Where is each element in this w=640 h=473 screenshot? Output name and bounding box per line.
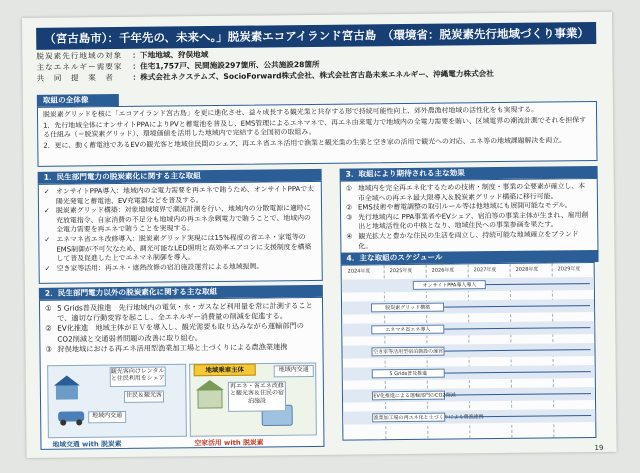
overall-paragraph: 2．更に、動く蓄電池であるEVの観光客と地域住民間のシェア、再エネ省エネ活用で漁業と観光業の生業と空き家の活用で観光への対応、エネ等の地域課題解決を両立。 bbox=[43, 136, 567, 150]
year-label: 2029年度 bbox=[557, 266, 581, 273]
check-icon: ✓ bbox=[43, 187, 50, 196]
illustration-panel bbox=[48, 359, 319, 448]
check-icon: ✓ bbox=[43, 206, 50, 215]
list-item-text: オンサイトPPA導入：地域内の全電力需要を再エネで賄うため、オンサイトPPAで太陽光発電と蓄電池、EV充電器などを普及する。 bbox=[55, 184, 315, 206]
list-item-text: EV化推進 地域主体がＥＶを導入し、観光需要も取り込みながら運輸部門のCO2削減と交通弱者問題の改善に取り組む。 bbox=[57, 321, 304, 344]
list-item bbox=[45, 301, 317, 324]
year-label: 2024年度 bbox=[347, 268, 371, 275]
house-icon bbox=[56, 385, 78, 399]
meta-label: 脱炭素先行地域の対象 bbox=[36, 50, 123, 61]
schedule-task: 5 Grids普及推進 bbox=[372, 369, 445, 379]
meta-value: ：住宅1,757戸、民間施設297箇所、公共施設28箇所 bbox=[132, 59, 320, 71]
meta-label: 主なエネルギー需要家 bbox=[36, 61, 123, 72]
schedule-task: EV化推進による運輸部門のCO2削減 bbox=[373, 392, 456, 400]
year-label: 2025年度 bbox=[389, 267, 413, 275]
schedule-task: オンサイトPPA導入導入 bbox=[413, 280, 486, 290]
list-item bbox=[45, 262, 317, 274]
section1-box bbox=[38, 181, 323, 284]
meta-info bbox=[36, 46, 596, 84]
caption-left: 地域交通 with 脱炭素 bbox=[52, 439, 122, 449]
document-page bbox=[22, 12, 617, 458]
meta-label: 共 同 提 案 者 bbox=[36, 72, 115, 83]
section1-heading: 1．民生部門電力の脱炭素化に関する主な取組 bbox=[38, 169, 322, 184]
section2-heading: 2．民生部門電力以外の脱炭素化に関する主な取組 bbox=[39, 285, 323, 300]
check-icon: ✓ bbox=[44, 264, 51, 273]
overall-paragraph: 脱炭素グリッドを核に「エコアイランド宮古島」を更に進化させ、益々成長する観光業と共存する形で持続可能性向上、郊外農漁村地域の活性化をも実現する。 bbox=[42, 105, 539, 119]
list-item bbox=[45, 342, 317, 355]
list-number: ③ bbox=[346, 213, 353, 222]
sharing-label: 地域乗車主体 bbox=[194, 364, 256, 377]
list-number: ① bbox=[44, 303, 52, 313]
section4-heading: 4．主な取組のスケジュール bbox=[340, 250, 598, 265]
list-item bbox=[346, 211, 592, 233]
overall-box bbox=[37, 101, 598, 167]
list-item-text: 観光拡大と豊かな住民の生活を両立し、持続可能な地域確立をブランド化。 bbox=[358, 230, 579, 251]
list-item-text: EMS技術や蓄電調整の取引ルール等は他地域にも展開可能なモデル。 bbox=[357, 201, 572, 212]
list-number: ② bbox=[345, 203, 353, 212]
meta-value: ：下地地域、狩俣地域 bbox=[132, 50, 209, 60]
schedule-task: エネマネ省エネ導入 bbox=[372, 325, 445, 335]
list-item-text: 空き家等活用：再エネ・遮熱改修の宿泊施設運営による地域振興。 bbox=[56, 262, 264, 273]
list-number: ② bbox=[45, 324, 52, 334]
page-title: （宮古島市）：千年先の、未来へ。」脱炭素エコアイランド宮古島 （環境省：脱炭素先行地域づくり事業） bbox=[36, 22, 596, 50]
overall-heading: 取組の全体像 bbox=[37, 94, 119, 107]
list-item bbox=[44, 204, 316, 236]
list-item-text: エネマネ省エネ改修導入：脱炭素グリッド実現には15%程度の省エネ・家電等のEMS制御が不可欠なため、調光可能なLED照明と高効率エアコンに支援制度を構築して普及促進した上でエネマネ制御を導入。 bbox=[56, 233, 312, 263]
list-item-text: 5 Grids普及推進 先行地域内の電気・水・ガスなど利用量を常に計測することで、適切な行動変容を起こし、全エネルギー消費量の削減を促進する。 bbox=[56, 300, 313, 323]
car-sharing-box: 観光客向けレンタルと住民利用をシェア bbox=[110, 367, 166, 388]
list-item-text: 脱炭素グリッド構築：対象地域境界で潮流計測を行い、地域内の分散電源に適時に充放電指令、自家消費の不足分も地域内の再エネ余剰電力で賄うことで、地域内の全電力需要を再エネで賄うことを実現する。 bbox=[55, 204, 311, 235]
vacant-house-icon bbox=[198, 390, 222, 408]
list-item-text: 先行地域内に PPA事業者やEVシェア、宿泊等の事業主体が生まれ、雇用創出と地域活性化の中核となり、地域住民への事業参画を果たす。 bbox=[358, 210, 589, 231]
overall-paragraph: 1．先行地域全体にオンサイトPPAによりPVと蓄電池を普及し、EMS管理によるエネマネで、再エネ由来電力で地域内の全電力需要を賄い、区域電界の潮流計測でそれを担保する仕組み（＝脱炭素グリッド）、環境価値を活用した地域内で完結する全国初の取組み。 bbox=[43, 115, 587, 139]
list-item bbox=[346, 230, 592, 252]
section3-heading: 3．取組により期待される主な効果 bbox=[340, 166, 598, 181]
section3-box bbox=[340, 178, 599, 255]
village-box: 再エネ・省エネ改修と観光客＆住民の宿泊施設 bbox=[228, 381, 286, 412]
page-number: 19 bbox=[594, 443, 604, 453]
fusion-box: 地域内交通 bbox=[274, 365, 314, 377]
list-item-text: 狩俣地域における再エネ活用型漁業加工場と土づくりによる農漁業連携 bbox=[57, 342, 288, 354]
schedule-task: 脱炭素グリッド構築 bbox=[371, 303, 444, 313]
schedule-task: 空き家等活用型宿泊施設の運営 bbox=[372, 347, 445, 357]
schedule-task: 漁業加工場の再エネ化と土づくりによる農漁連携 bbox=[373, 414, 484, 422]
list-number: ③ bbox=[45, 344, 52, 354]
caption-right: 空家活用 with 脱炭素 bbox=[194, 438, 264, 448]
year-label: 2027年度 bbox=[473, 267, 497, 274]
list-item bbox=[44, 233, 316, 265]
list-number: ① bbox=[345, 184, 353, 193]
list-item bbox=[45, 321, 317, 344]
local-traffic-box: 地域内交通 bbox=[88, 411, 126, 423]
year-label: 2026年度 bbox=[431, 267, 455, 274]
list-number: ④ bbox=[346, 232, 353, 241]
schedule-chart bbox=[341, 262, 597, 441]
list-item-text: 地域内を完全再エネ化するための技術・制度・事業の全要素が確立し、本市全域への再エネ最大限導入＆脱炭素グリッド構築に移行可能。 bbox=[357, 182, 586, 203]
house-box: 住民＆観光客 bbox=[124, 391, 164, 403]
year-label: 2028年度 bbox=[515, 266, 539, 273]
check-icon: ✓ bbox=[44, 235, 51, 244]
meta-value: ：株式会社ネクステムズ、SocioForward株式会社、株式会社宮古島未来エネルギー、沖縄電力株式会社 bbox=[132, 68, 494, 82]
